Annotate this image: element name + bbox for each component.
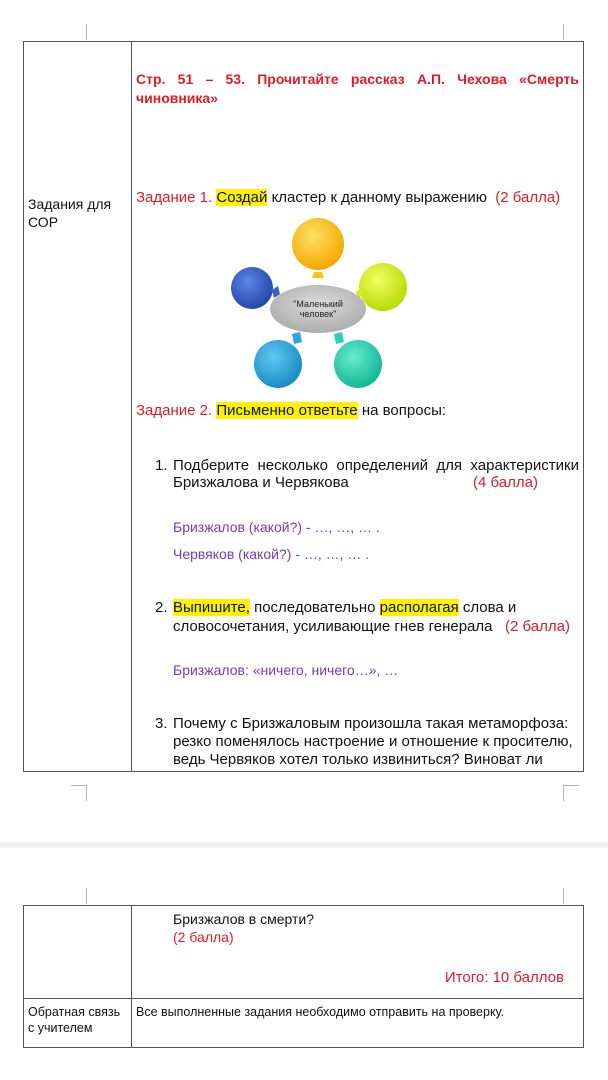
cluster-node-bottom-right: [334, 340, 382, 388]
q1-word: несколько: [257, 457, 328, 474]
table-column-divider: [131, 905, 132, 1048]
task-2-heading: [136, 401, 446, 420]
corner-mark: [86, 888, 87, 904]
corner-mark: [71, 785, 87, 786]
q3-line2: резко поменялось настроение и отношение к просителю,: [173, 733, 573, 750]
task-1-label: Задание 1.: [136, 189, 213, 206]
cluster-node-left: [231, 267, 273, 309]
corner-mark: [563, 888, 564, 904]
q1-answer-brizzhalov: Бризжалов (какой?) - …, …, … .: [173, 519, 380, 535]
corner-mark: [86, 24, 87, 40]
q2-text-2: слова и: [462, 599, 517, 616]
cluster-node-top: [292, 218, 344, 270]
intro-word: Прочитайте: [257, 71, 339, 87]
q2-verb-1: Выпишите,: [173, 599, 250, 616]
intro-word: –: [205, 71, 214, 87]
q2-answer: Бризжалов: «ничего, ничего…», …: [173, 662, 399, 678]
intro-word: рассказ: [350, 71, 405, 87]
cluster-connector: [312, 272, 324, 278]
q1-word: Подберите: [173, 457, 250, 474]
task-2-label: Задание 2.: [136, 402, 213, 419]
corner-mark: [563, 785, 579, 786]
corner-mark: [86, 785, 87, 801]
intro-word: 53.: [225, 71, 245, 87]
table-column-divider: [131, 41, 132, 772]
task-1-verb: Создай: [216, 189, 268, 206]
q1-word: определений: [336, 457, 428, 474]
cluster-node-right: [359, 263, 407, 311]
q1-score: (4 балла): [473, 474, 538, 491]
q2-line2: словосочетания, усиливающие гнев генерала: [173, 618, 493, 635]
task-2-verb: Письменно ответьте: [216, 402, 358, 419]
corner-mark: [563, 785, 564, 801]
q2-number: 2.: [155, 599, 168, 616]
cluster-center-label: "Маленький человек": [293, 299, 343, 319]
q1-word: для: [436, 457, 463, 474]
task-1-heading: [136, 188, 560, 207]
q1-word: характеристики: [470, 457, 579, 474]
q2-line1: [173, 598, 516, 617]
intro-word: «Смерть: [519, 71, 579, 87]
intro-word: А.П.: [416, 71, 445, 87]
q3-score: (2 балла): [173, 929, 234, 945]
page-gap: [0, 842, 608, 848]
intro-word: 51: [177, 71, 194, 87]
q3-line3: ведь Червяков хотел только извиниться? Виноват ли: [173, 751, 543, 768]
total-score: Итого: 10 баллов: [444, 969, 564, 986]
feedback-label: Обратная связь с учителем: [28, 1005, 121, 1035]
q1-answer-chervyakov: Червяков (какой?) - …, …, … .: [173, 546, 370, 562]
q2-score: (2 балла): [505, 618, 570, 635]
intro-word: Стр.: [136, 71, 166, 87]
table-row-divider: [23, 998, 584, 999]
feedback-text: Все выполненные задания необходимо отправить на проверку.: [136, 1005, 505, 1019]
q1-line2: Бризжалова и Червякова: [173, 474, 349, 491]
task-1-score: (2 балла): [495, 189, 561, 206]
cluster-connector: [292, 332, 302, 344]
corner-mark: [563, 24, 564, 40]
q3-number: 3.: [155, 715, 168, 732]
cluster-node-bottom-left: [254, 340, 302, 388]
q3-continuation: Бризжалов в смерти?: [173, 911, 315, 927]
q2-text-1: последовательно: [254, 599, 376, 616]
label-cell: Задания для СОР: [28, 196, 112, 230]
reading-assignment-line2: чиновника»: [136, 90, 218, 106]
task-1-text: кластер к данному выражению: [271, 189, 488, 206]
reading-assignment: [136, 70, 579, 88]
q1-number: 1.: [155, 457, 168, 474]
task-2-text: на вопросы:: [361, 402, 447, 419]
q3-line1: Почему с Бризжаловым произошла такая метаморфоза:: [173, 715, 569, 732]
cluster-diagram: [228, 212, 428, 392]
q2-verb-2: располагая: [379, 599, 459, 616]
cluster-connector: [334, 332, 344, 344]
intro-word: Чехова: [457, 71, 507, 87]
